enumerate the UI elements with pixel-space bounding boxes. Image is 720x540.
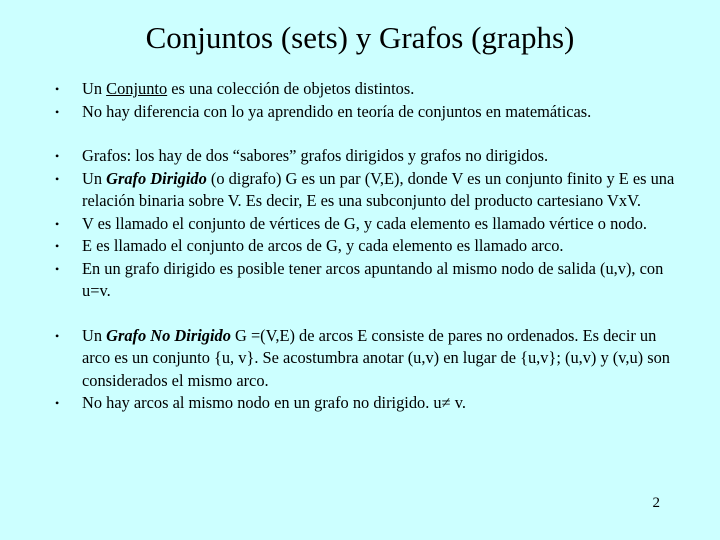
bullet-dot-icon: • bbox=[55, 216, 60, 231]
bullet-text: G =(V,E) de arcos E consiste de pares no ordenados. Es decir un arco es un conjunto {u, v}. Se acostumbra anotar (u,v) en lugar de {u,v}; (u,v) y (v,u) son considerados el mismo arco. bbox=[82, 325, 670, 390]
bullet-self-loops bbox=[55, 258, 675, 303]
bullet-list bbox=[55, 78, 675, 415]
bullet-arcos bbox=[55, 235, 675, 258]
bullet-text: Un bbox=[82, 168, 107, 188]
bullet-text: No hay diferencia con lo ya aprendido en teoría de conjuntos en matemáticas. bbox=[82, 101, 592, 121]
bullet-dot-icon: • bbox=[55, 171, 60, 186]
bullet-grafos-sabores bbox=[55, 145, 675, 168]
bullet-dot-icon: • bbox=[55, 239, 60, 253]
term-grafo-dirigido: Grafo Dirigido bbox=[106, 168, 207, 188]
term-grafo-no-dirigido: Grafo No Dirigido bbox=[106, 325, 231, 345]
bullet-text: V es llamado el conjunto de vértices de G, y cada elemento es llamado vértice o nodo. bbox=[82, 213, 647, 233]
bullet-dot-icon: • bbox=[55, 149, 60, 163]
bullet-dot-icon: • bbox=[55, 261, 60, 276]
bullet-grafo-dirigido bbox=[55, 168, 675, 213]
bullet-text: es una colección de objetos distintos. bbox=[167, 79, 415, 98]
bullet-text: Un bbox=[82, 325, 107, 345]
bullet-dot-icon: • bbox=[55, 82, 60, 96]
bullet-dot-icon: • bbox=[55, 104, 60, 119]
page-number: 2 bbox=[652, 495, 660, 511]
bullet-conjunto-definition bbox=[55, 78, 675, 101]
bullet-no-self-loops bbox=[55, 392, 675, 415]
bullet-no-difference bbox=[55, 101, 675, 124]
bullet-text: Un bbox=[82, 79, 107, 98]
slide-title: Conjuntos (sets) y Grafos (graphs) bbox=[145, 20, 575, 55]
bullet-vertices bbox=[55, 213, 675, 236]
bullet-text: (o digrafo) G es un par (V,E), donde V es un conjunto finito y E es una relación binaria sobre V. Es decir, E es una subconjunto del producto cartesiano VxV. bbox=[82, 168, 675, 210]
bullet-grafo-no-dirigido bbox=[55, 325, 675, 393]
bullet-dot-icon: • bbox=[55, 328, 60, 343]
term-conjunto: Conjunto bbox=[106, 79, 168, 98]
bullet-dot-icon: • bbox=[55, 396, 60, 410]
bullet-text: En un grafo dirigido es posible tener arcos apuntando al mismo nodo de salida (u,v), con u=v. bbox=[82, 258, 664, 300]
bullet-text: E es llamado el conjunto de arcos de G, y cada elemento es llamado arco. bbox=[82, 236, 564, 255]
bullet-text: No hay arcos al mismo nodo en un grafo no dirigido. u≠ v. bbox=[82, 393, 466, 412]
bullet-text: Grafos: los hay de dos “sabores” grafos dirigidos y grafos no dirigidos. bbox=[82, 146, 549, 165]
